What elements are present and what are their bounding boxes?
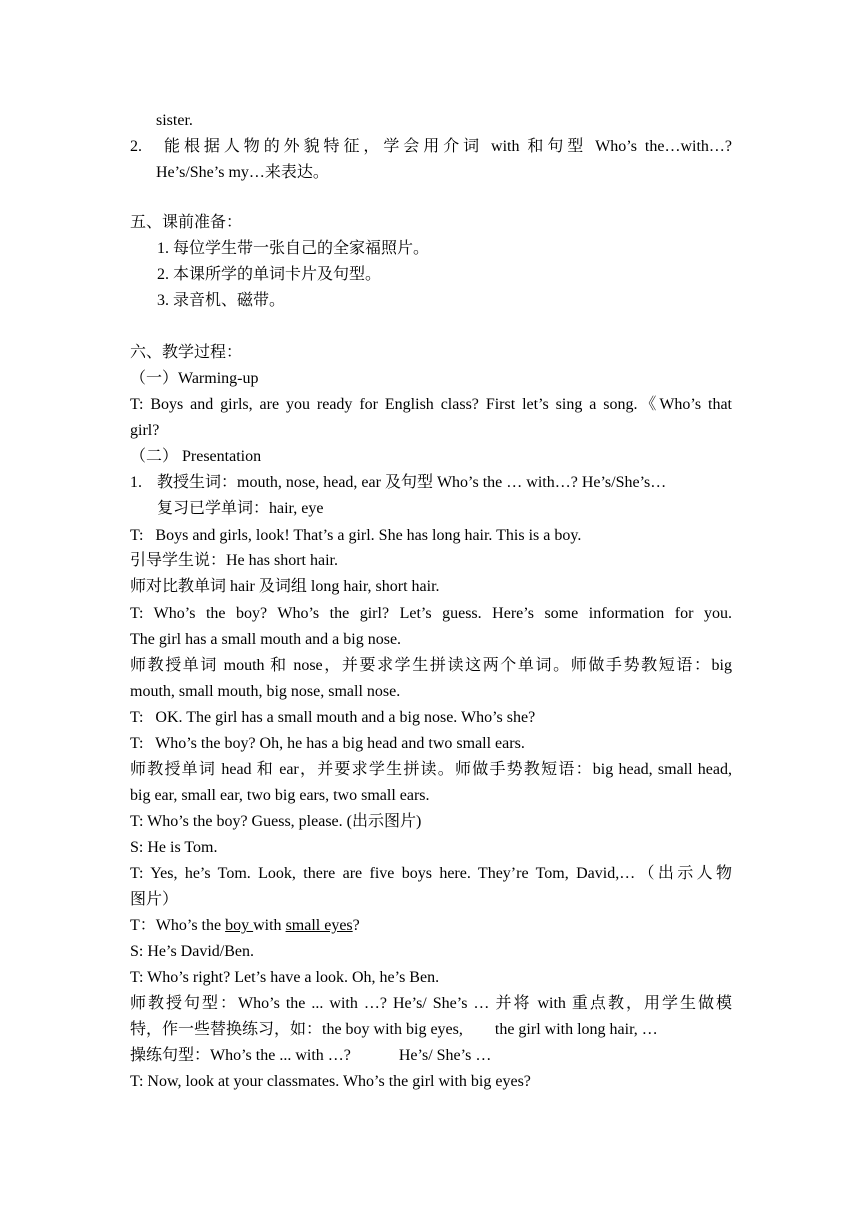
sub-heading: （一）Warming-up [130,370,259,387]
text-line: 复习已学单词：hair, eye [157,500,324,517]
text-line: mouth, small mouth, big nose, small nose. [130,683,401,700]
text-line: 师教授单词 head 和 ear，并要求学生拼读。师做手势教短语：big head, small head, [130,761,732,778]
text-line: 师对比教单词 hair 及词组 long hair, short hair. [130,578,440,595]
section-heading: 五、课前准备： [130,214,243,231]
text-line: T: Who’s the boy? Oh, he has a big head and two small ears. [130,735,525,752]
text-line: 特，作一些替换练习，如：the boy with big eyes, the girl with long hair, … [130,1021,658,1038]
text-line: 能根据人物的外貌特征，学会用介词 with 和句型 Who’s the…with…? [164,138,732,155]
text-line: T: Boys and girls, are you ready for English class? First let’s sing a song.《Who’s that [130,396,732,413]
text-segment: ? [352,917,360,934]
text-segment: with [253,917,286,934]
text-segment: T：Who’s the [130,917,226,934]
text-line: 教授生词：mouth, nose, head, ear 及句型 Who’s the … with…? He’s/She’s… [157,474,667,491]
underlined-word: boy [225,917,254,934]
list-item: 1. 每位学生带一张自己的全家福照片。 [157,240,430,257]
text-line: T: Who’s the boy? Who’s the girl? Let’s guess. Here’s some information for you. [130,605,732,622]
text-line: big ear, small ear, two big ears, two small ears. [130,787,430,804]
text-line: 引导学生说：He has short hair. [130,552,338,569]
text-line: T: Now, look at your classmates. Who’s the girl with big eyes? [130,1073,531,1090]
list-item: 2. 本课所学的单词卡片及句型。 [157,266,382,283]
text-line: T: OK. The girl has a small mouth and a big nose. Who’s she? [130,709,536,726]
text-line: T: Boys and girls, look! That’s a girl. She has long hair. This is a boy. [130,527,582,544]
section-heading: 六、教学过程： [130,344,243,361]
text-line: 师教授句型：Who’s the ... with …? He’s/ She’s … 并将 with 重点教，用学生做模 [130,995,732,1012]
list-number: 1. [130,474,142,491]
text-line: 操练句型：Who’s the ... with …? He’s/ She’s … [130,1047,492,1064]
text-line: T: Who’s right? Let’s have a look. Oh, he’s Ben. [130,969,440,986]
text-line: T: Who’s the boy? Guess, please. (出示图片) [130,813,422,830]
text-line: He’s/She’s my…来表达。 [156,164,329,181]
underlined-phrase: small eyes [285,917,353,934]
text-line: T: Yes, he’s Tom. Look, there are five boys here. They’re Tom, David,…（出示人物 [130,865,732,882]
list-item: 3. 录音机、磁带。 [157,292,286,309]
text-line: S: He’s David/Ben. [130,943,254,960]
text-line: sister. [156,112,193,129]
text-line [130,916,360,936]
text-line: girl? [130,422,160,439]
text-line: 师教授单词 mouth 和 nose，并要求学生拼读这两个单词。师做手势教短语：big [130,657,732,674]
text-line: S: He is Tom. [130,839,218,856]
text-line: The girl has a small mouth and a big nose. [130,631,402,648]
sub-heading: （二） Presentation [130,448,262,465]
text-line: 图片） [130,891,179,908]
list-number: 2. [130,138,142,155]
